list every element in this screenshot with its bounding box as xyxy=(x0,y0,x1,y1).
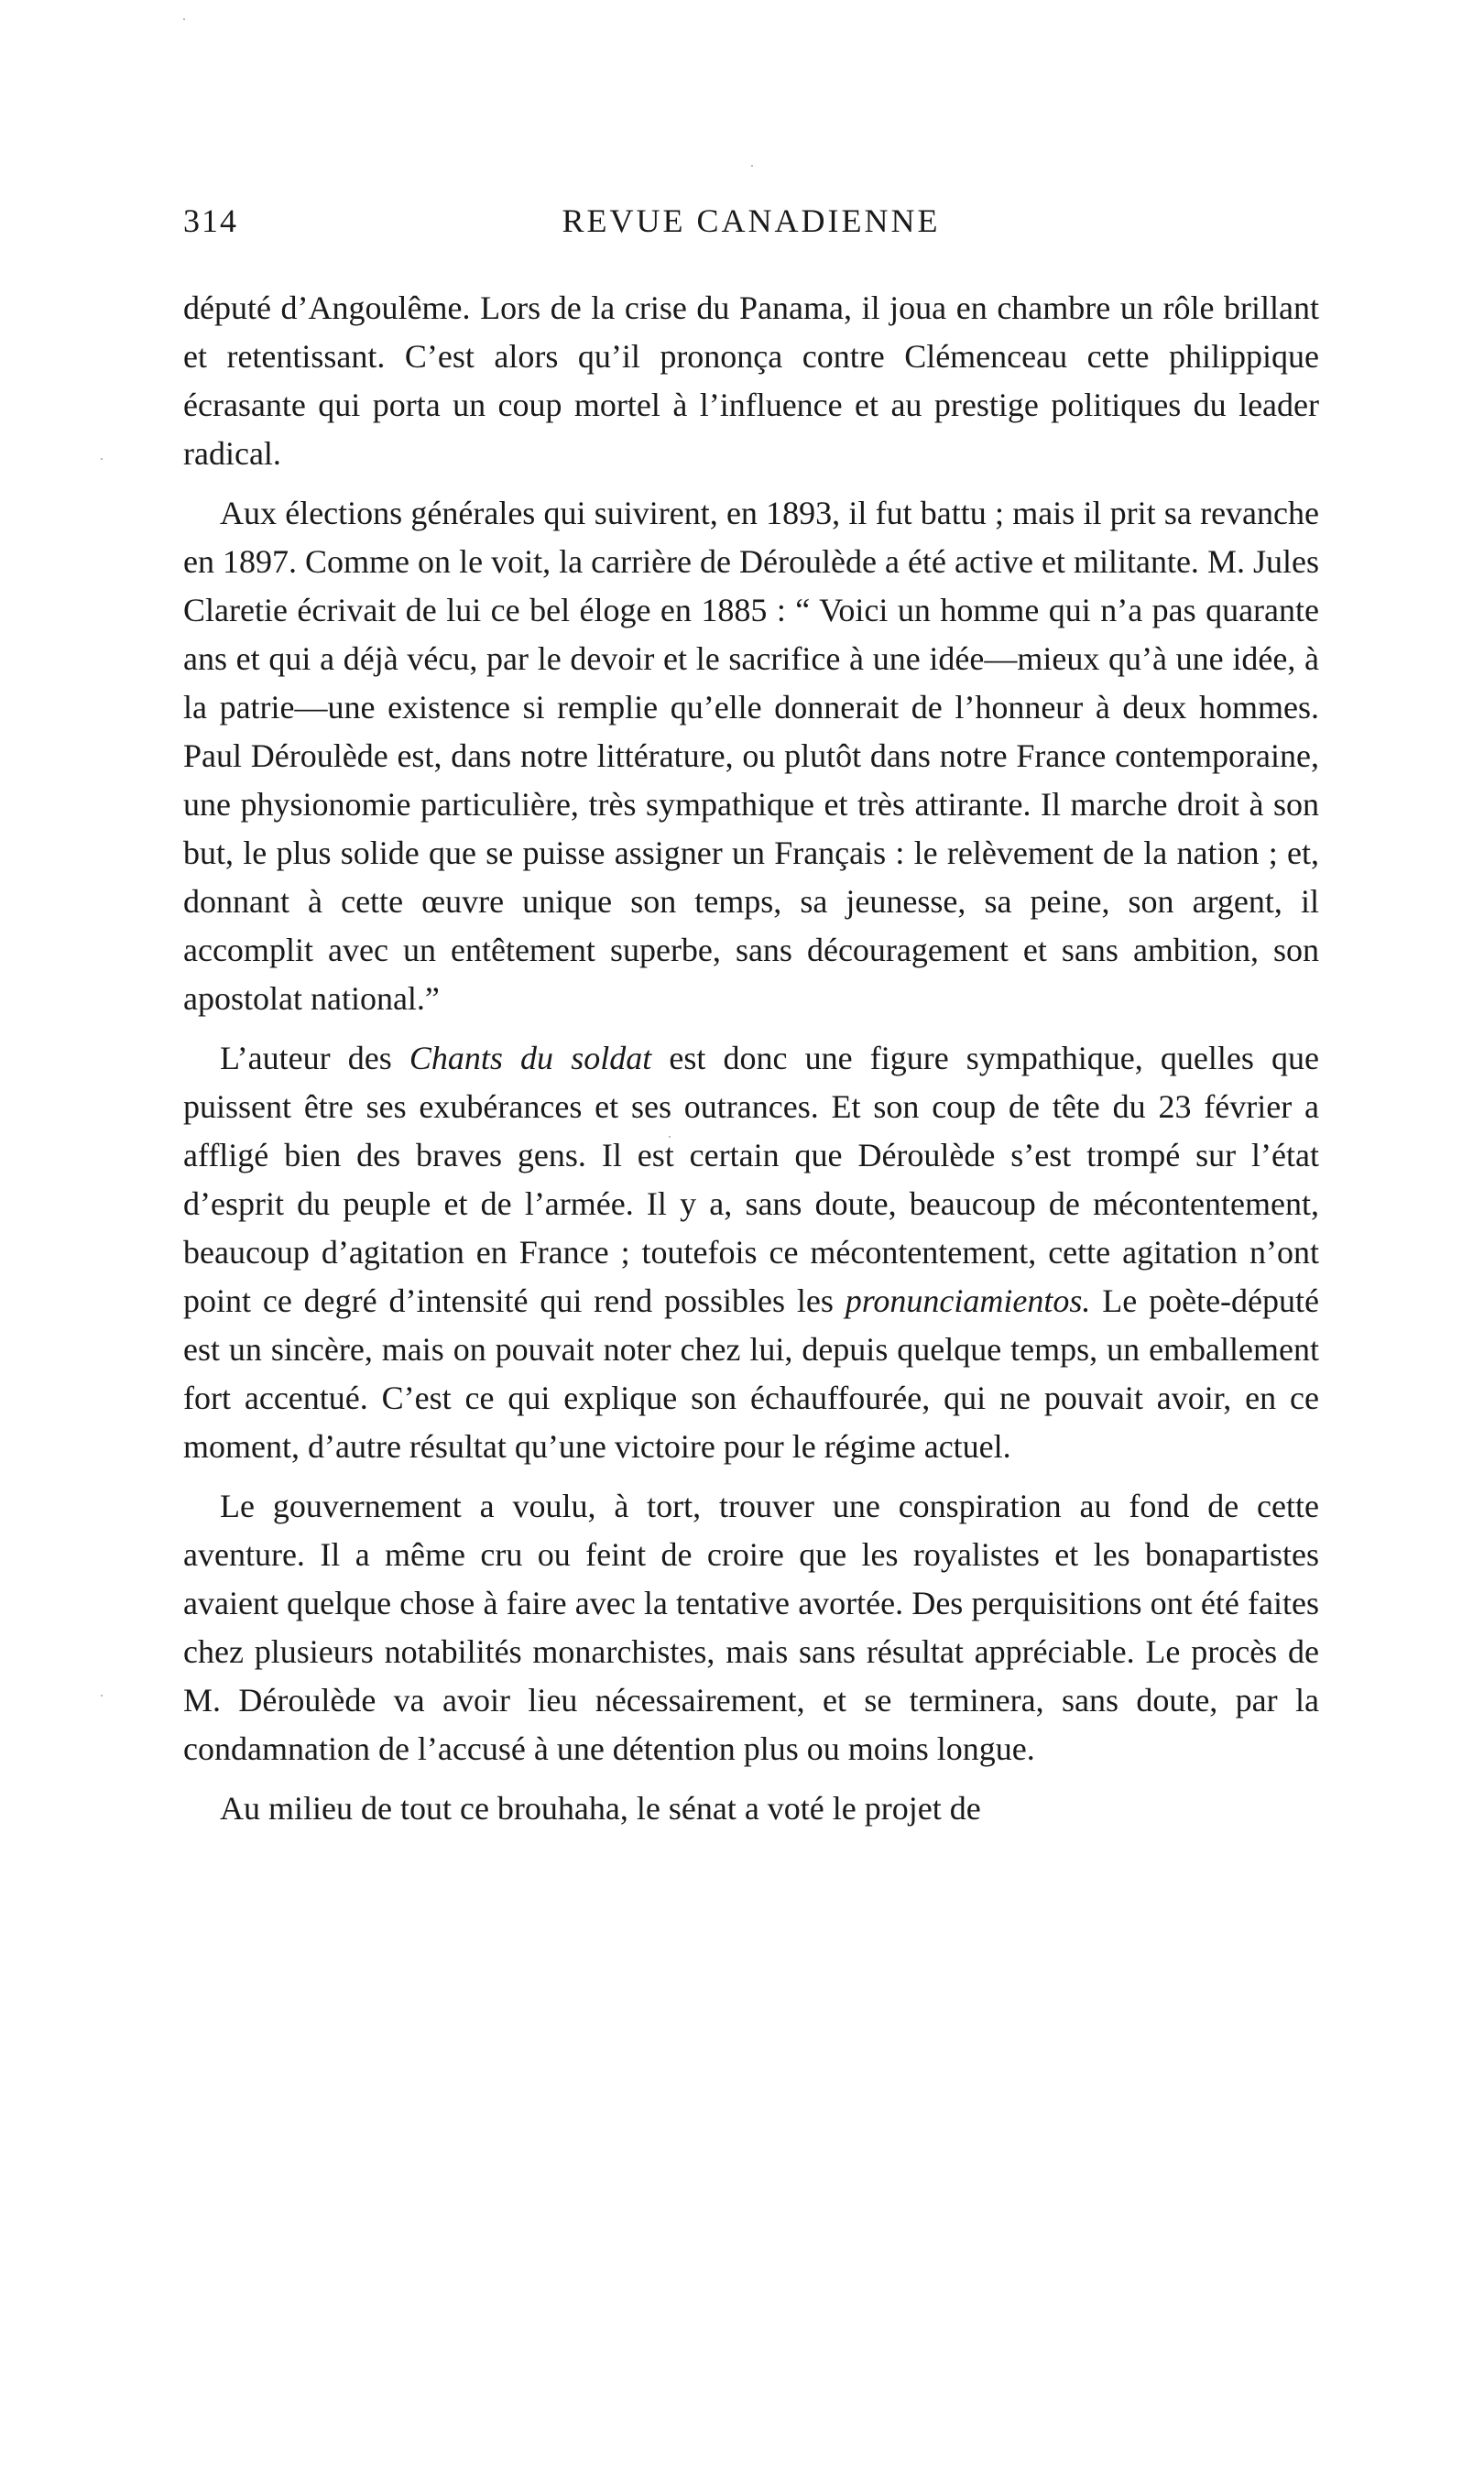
italic-term: pronunciamientos. xyxy=(845,1282,1091,1319)
paragraph-3 xyxy=(183,1034,1319,1471)
journal-title: REVUE CANADIENNE xyxy=(562,202,941,239)
scan-speck xyxy=(751,165,753,167)
paragraph-3-text-b: est donc une figure sympathique, quelles que puissent être ses exubérances et ses outrances. Et son coup de tête du 23 février a affligé bien des braves gens. Il est certain que Déroulède s’est trompé sur l’état d’esprit du peuple et de l’armée. Il y a, sans doute, beaucoup de mécontentement, beaucoup d’agitation en France ; toutefois ce mécontentement, cette agitation n’ont point ce degré d’intensité qui rend possibles les xyxy=(183,1040,1320,1319)
running-header xyxy=(183,202,1319,256)
scan-speck xyxy=(183,18,185,20)
paragraph-3-text-c: Le poète-député est un sincère, mais on pouvait noter chez lui, depuis quelque temps, un emballement fort accentué. C’est ce qui explique son échauffourée, qui ne pouvait avoir, en ce moment, d’autre résultat qu’une victoire pour le régime actuel. xyxy=(183,1282,1320,1465)
scan-speck xyxy=(101,1695,103,1697)
paragraph-4: Le gouvernement a voulu, à tort, trouver une conspiration au fond de cette aventure. Il a même cru ou feint de croire que les royalistes et les bonapartistes avaient quelque chose à faire avec la tentative avortée. Des perquisitions ont été faites chez plusieurs notabilités monarchistes, mais sans résultat appréciable. Le procès de M. Déroulède va avoir lieu nécessairement, et se terminera, sans doute, par la condamnation de l’accusé à une détention plus ou moins longue. xyxy=(183,1488,1319,1767)
body-text xyxy=(183,284,1319,1833)
paragraph-5: Au milieu de tout ce brouhaha, le sénat a voté le projet de xyxy=(220,1790,981,1827)
book-title: Chants du soldat xyxy=(409,1040,652,1076)
page-number: 314 xyxy=(183,202,238,239)
paragraph-2: Aux élections générales qui suivirent, en 1893, il fut battu ; mais il prit sa revanche en 1897. Comme on le voit, la carrière de Déroulède a été active et militante. M. Jules Claretie écrivait de lui ce bel éloge en 1885 : “ Voici un homme qui n’a pas quarante ans et qui a déjà vécu, par le devoir et le sacrifice à une idée—mieux qu’à une idée, à la patrie—une existence si remplie qu’elle donnerait de l’honneur à deux hommes. Paul Déroulède est, dans notre littérature, ou plutôt dans notre France contemporaine, une physionomie particulière, très sympathique et très attirante. Il marche droit à son but, le plus solide que se puisse assigner un Français : le relèvement de la nation ; et, donnant à cette œuvre unique son temps, sa jeunesse, sa peine, son argent, il accomplit avec un entêtement superbe, sans découragement et sans ambition, son apostolat national.” xyxy=(183,495,1319,1017)
scan-speck xyxy=(101,458,103,460)
document-page xyxy=(183,202,1319,1844)
paragraph-1: député d’Angoulême. Lors de la crise du Panama, il joua en chambre un rôle brillant et retentissant. C’est alors qu’il prononça contre Clémenceau cette philippique écrasante qui porta un coup mortel à l’influence et au prestige politiques du leader radical. xyxy=(183,289,1319,472)
paragraph-3-text-a: L’auteur des xyxy=(220,1040,409,1076)
